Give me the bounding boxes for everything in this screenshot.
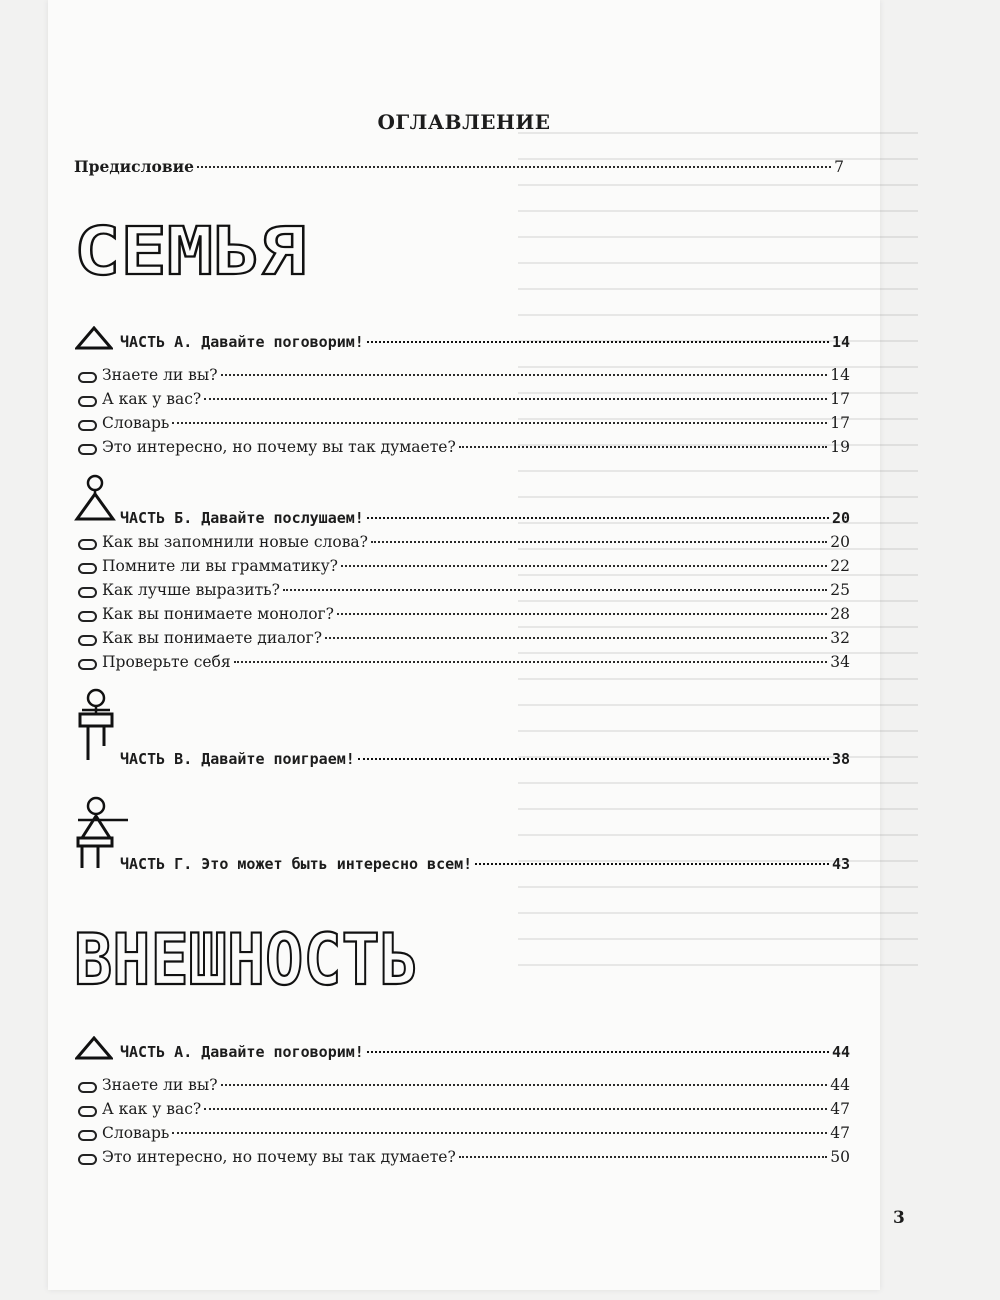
leader-dots <box>283 589 827 591</box>
toc-page: 17 <box>830 414 850 432</box>
toc-page: 50 <box>830 1148 850 1166</box>
figure-stand-icon <box>76 688 116 764</box>
oval-bullet-icon <box>78 1130 97 1141</box>
toc-label: ЧАСТЬ Б. Давайте послушаем! <box>120 509 364 527</box>
toc-item[interactable] <box>102 605 850 627</box>
toc-label: Как лучше выразить? <box>102 581 280 599</box>
toc-label: ЧАСТЬ А. Давайте поговорим! <box>120 1043 364 1061</box>
page-title: ОГЛАВЛЕНИЕ <box>377 110 551 134</box>
toc-page: 43 <box>831 855 850 873</box>
leader-dots <box>459 446 827 448</box>
toc-item[interactable] <box>102 1076 850 1098</box>
oval-bullet-icon <box>78 587 97 598</box>
toc-item[interactable] <box>102 1148 850 1170</box>
leader-dots <box>204 398 827 400</box>
toc-label: Словарь <box>102 1124 170 1142</box>
oval-bullet-icon <box>78 396 97 407</box>
toc-page: 22 <box>830 557 850 575</box>
toc-page: 34 <box>830 653 850 671</box>
toc-label: А как у вас? <box>102 1100 202 1118</box>
toc-label: Словарь <box>102 414 170 432</box>
triangle-icon <box>75 326 113 350</box>
leader-dots <box>172 422 827 424</box>
toc-item[interactable] <box>102 414 850 436</box>
toc-part-v[interactable] <box>120 750 850 772</box>
leader-dots <box>197 166 831 168</box>
oval-bullet-icon <box>78 563 97 574</box>
toc-page: 7 <box>834 158 844 176</box>
toc-label: Как вы понимаете диалог? <box>102 629 323 647</box>
oval-bullet-icon <box>78 372 97 383</box>
toc-item[interactable] <box>102 1100 850 1122</box>
toc-label: А как у вас? <box>102 390 202 408</box>
toc-label: Как вы понимаете монолог? <box>102 605 334 623</box>
leader-dots <box>341 565 827 567</box>
heading-text: СЕМЬЯ <box>74 220 306 284</box>
oval-bullet-icon <box>78 611 97 622</box>
toc-preface[interactable] <box>74 157 844 179</box>
leader-dots <box>221 1084 828 1086</box>
toc-label: ЧАСТЬ А. Давайте поговорим! <box>120 333 364 351</box>
triangle-icon <box>75 1036 113 1060</box>
book-page <box>48 0 905 1290</box>
oval-bullet-icon <box>78 539 97 550</box>
section-heading-semya <box>74 220 314 284</box>
page-number: 3 <box>893 1208 905 1228</box>
toc-label: Знаете ли вы? <box>102 366 218 384</box>
toc-item[interactable] <box>102 557 850 579</box>
toc-part-a-2[interactable] <box>120 1043 850 1065</box>
heading-text: ВНЕШНОСТЬ <box>74 926 418 994</box>
toc-label: Предисловие <box>74 157 194 176</box>
toc-item[interactable] <box>102 629 850 651</box>
toc-item[interactable] <box>102 366 850 388</box>
toc-page: 38 <box>831 750 850 768</box>
toc-label: Проверьте себя <box>102 653 231 671</box>
toc-page: 20 <box>830 533 850 551</box>
leader-dots <box>358 758 829 760</box>
toc-label: Как вы запомнили новые слова? <box>102 533 368 551</box>
oval-bullet-icon <box>78 635 97 646</box>
leader-dots <box>459 1156 827 1158</box>
leader-dots <box>221 374 828 376</box>
leader-dots <box>367 341 829 343</box>
toc-label: Знаете ли вы? <box>102 1076 218 1094</box>
toc-page: 19 <box>830 438 850 456</box>
toc-item[interactable] <box>102 390 850 412</box>
toc-page: 20 <box>831 509 850 527</box>
toc-item[interactable] <box>102 1124 850 1146</box>
toc-page: 17 <box>830 390 850 408</box>
toc-label: ЧАСТЬ Г. Это может быть интересно всем! <box>120 855 473 873</box>
oval-bullet-icon <box>78 1154 97 1165</box>
toc-label: Помните ли вы грамматику? <box>102 557 338 575</box>
toc-part-a[interactable] <box>120 333 850 355</box>
oval-bullet-icon <box>78 1106 97 1117</box>
toc-page: 44 <box>830 1076 850 1094</box>
leader-dots <box>234 661 828 663</box>
leader-dots <box>172 1132 827 1134</box>
oval-bullet-icon <box>78 659 97 670</box>
toc-part-b[interactable] <box>120 509 850 531</box>
toc-item[interactable] <box>102 581 850 603</box>
toc-page: 14 <box>830 366 850 384</box>
toc-page: 47 <box>830 1100 850 1118</box>
oval-bullet-icon <box>78 420 97 431</box>
toc-label: Это интересно, но почему вы так думаете? <box>102 438 456 456</box>
toc-part-g[interactable] <box>120 855 850 877</box>
leader-dots <box>367 517 829 519</box>
toc-page: 14 <box>831 333 850 351</box>
toc-page: 47 <box>830 1124 850 1142</box>
figure-triangle-icon <box>74 474 116 522</box>
leader-dots <box>367 1051 829 1053</box>
toc-page: 32 <box>830 629 850 647</box>
toc-item[interactable] <box>102 438 850 460</box>
leader-dots <box>204 1108 827 1110</box>
toc-label: Это интересно, но почему вы так думаете? <box>102 1148 456 1166</box>
section-heading-vneshnost <box>74 926 424 994</box>
toc-item[interactable] <box>102 653 850 675</box>
toc-label: ЧАСТЬ В. Давайте поиграем! <box>120 750 355 768</box>
leader-dots <box>325 637 827 639</box>
toc-page: 44 <box>831 1043 850 1061</box>
toc-page: 28 <box>830 605 850 623</box>
oval-bullet-icon <box>78 444 97 455</box>
leader-dots <box>337 613 827 615</box>
oval-bullet-icon <box>78 1082 97 1093</box>
toc-item[interactable] <box>102 533 850 555</box>
leader-dots <box>371 541 827 543</box>
toc-page: 25 <box>830 581 850 599</box>
leader-dots <box>475 863 829 865</box>
